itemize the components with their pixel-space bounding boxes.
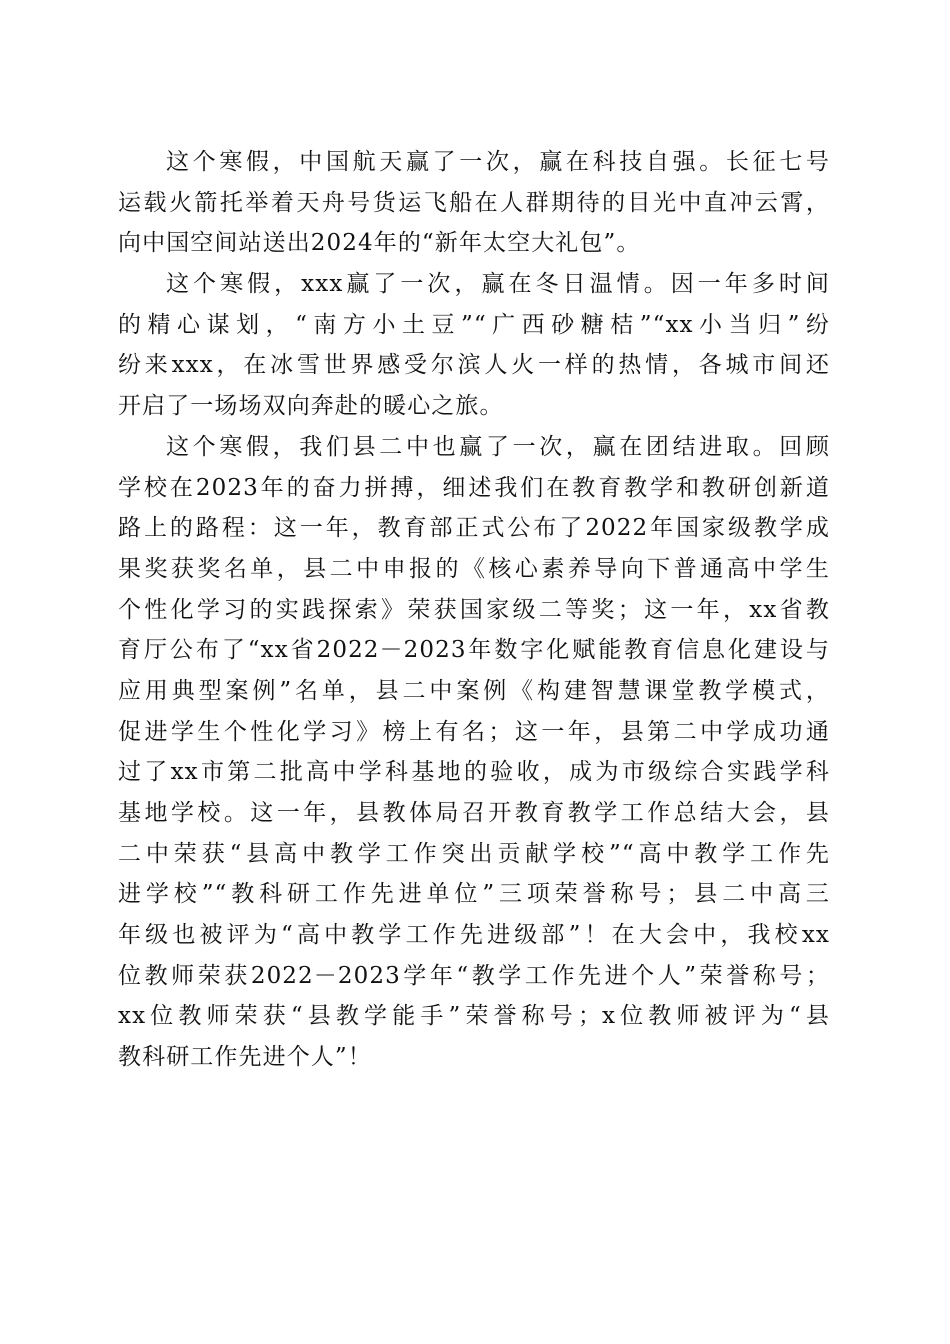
document-body bbox=[118, 142, 830, 1078]
paragraph-2-line-3: 纷来xxx，在冰雪世界感受尔滨人火一样的热情，各城市间还 bbox=[118, 352, 830, 379]
paragraph-3-line-15: xx位教师荣获“县教学能手”荣誉称号；x位教师被评为“县 bbox=[118, 1003, 830, 1030]
paragraph-3-line-6: 育厅公布了“xx省2022－2023年数字化赋能教育信息化建设与 bbox=[118, 637, 830, 664]
paragraph-1-line-2: 运载火箭托举着天舟号货运飞船在人群期待的目光中直冲云霄， bbox=[118, 189, 830, 216]
paragraph-3-line-3: 路上的路程：这一年，教育部正式公布了2022年国家级教学成 bbox=[118, 515, 830, 542]
paragraph-2-line-1: 这个寒假，xxx赢了一次，赢在冬日温情。因一年多时间 bbox=[166, 271, 830, 298]
paragraph-3-line-5: 个性化学习的实践探索》荣获国家级二等奖；这一年，xx省教 bbox=[118, 596, 830, 623]
paragraph-3-line-11: 二中荣获“县高中教学工作突出贡献学校”“高中教学工作先 bbox=[118, 840, 830, 867]
paragraph-3-line-12: 进学校”“教科研工作先进单位”三项荣誉称号；县二中高三 bbox=[118, 881, 830, 908]
paragraph-3-line-2: 学校在2023年的奋力拼搏，细述我们在教育教学和教研创新道 bbox=[118, 474, 830, 501]
paragraph-3-line-8: 促进学生个性化学习》榜上有名；这一年，县第二中学成功通 bbox=[118, 718, 830, 745]
paragraph-1-line-3: 向中国空间站送出2024年的“新年太空大礼包”。 bbox=[118, 230, 641, 257]
paragraph-3-line-4: 果奖获奖名单，县二中申报的《核心素养导向下普通高中学生 bbox=[118, 555, 830, 582]
paragraph-3-line-14: 位教师荣获2022－2023学年“教学工作先进个人”荣誉称号； bbox=[118, 962, 830, 989]
paragraph-2-line-2: 的精心谋划，“南方小土豆”“广西砂糖桔”“xx小当归”纷 bbox=[118, 311, 830, 338]
paragraph-3-line-13: 年级也被评为“高中教学工作先进级部”！在大会中，我校xx bbox=[118, 922, 830, 949]
paragraph-3-line-7: 应用典型案例”名单，县二中案例《构建智慧课堂教学模式， bbox=[118, 677, 830, 704]
paragraph-3-line-9: 过了xx市第二批高中学科基地的验收，成为市级综合实践学科 bbox=[118, 759, 830, 786]
paragraph-1-line-1: 这个寒假，中国航天赢了一次，赢在科技自强。长征七号 bbox=[166, 149, 830, 175]
paragraph-2-line-4: 开启了一场场双向奔赴的暖心之旅。 bbox=[118, 393, 504, 420]
paragraph-3-line-10: 基地学校。这一年，县教体局召开教育教学工作总结大会，县 bbox=[118, 800, 830, 826]
paragraph-3-line-16: 教科研工作先进个人”！ bbox=[118, 1044, 372, 1071]
paragraph-3-line-1: 这个寒假，我们县二中也赢了一次，赢在团结进取。回顾 bbox=[166, 433, 830, 460]
